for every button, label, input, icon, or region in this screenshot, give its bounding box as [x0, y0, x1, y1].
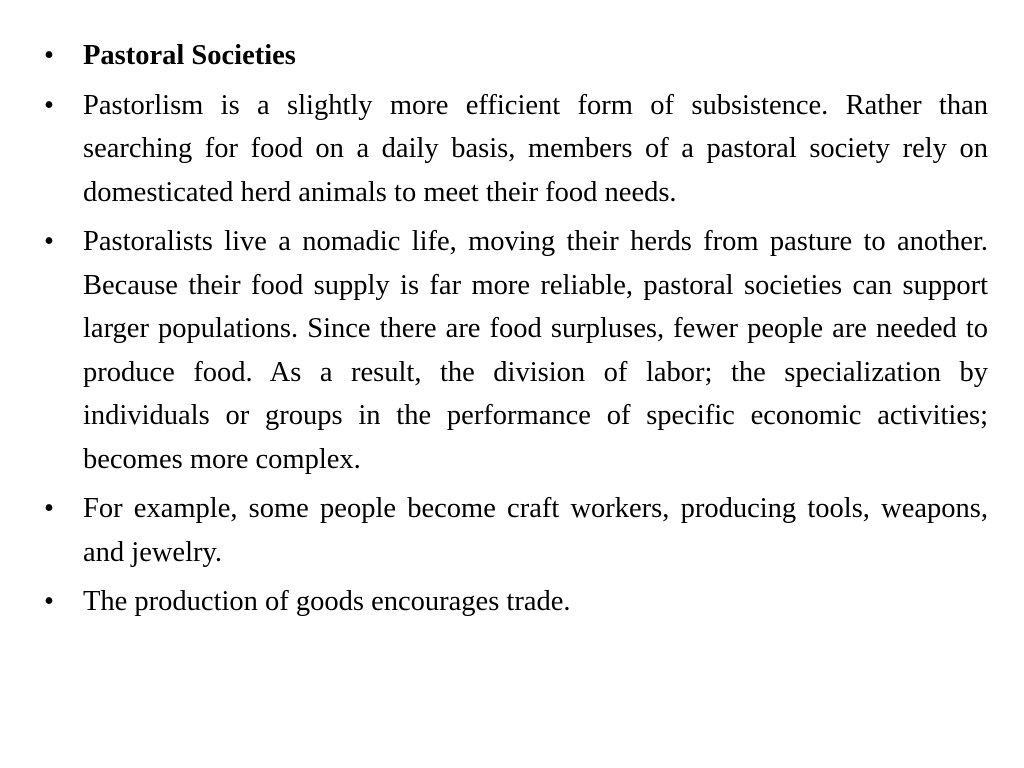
bullet-text: Pastorlism is a slightly more efficient form of subsistence. Rather than searching for food on a daily basis, members of a pastoral society rely on domesticated herd animals to meet their food needs.	[83, 89, 988, 208]
bullet-text: The production of goods encourages trade.	[83, 586, 571, 617]
bullet-item	[44, 580, 988, 624]
bullet-icon: •	[44, 586, 54, 617]
bullet-item	[44, 220, 988, 481]
bullet-icon: •	[44, 89, 54, 121]
bullet-text: Pastoral Societies	[83, 40, 296, 71]
bullet-item	[44, 487, 988, 574]
bullet-list	[44, 34, 988, 624]
bullet-icon: •	[44, 493, 54, 524]
bullet-icon: •	[44, 226, 54, 257]
bullet-item	[44, 84, 988, 215]
bullet-text: For example, some people become craft workers, producing tools, weapons, and jewelry.	[83, 493, 988, 568]
bullet-item-heading	[44, 34, 988, 78]
bullet-text: Pastoralists live a nomadic life, moving their herds from pasture to another. Because their food supply is far more reliable, pastoral societies can support larger populations. Since there are food surpluses, fewer people are needed to produce food. As a result, the division of labor; the specialization by individuals or groups in the performance of specific economic activities; becomes more complex.	[83, 226, 988, 475]
bullet-icon: •	[44, 40, 54, 71]
